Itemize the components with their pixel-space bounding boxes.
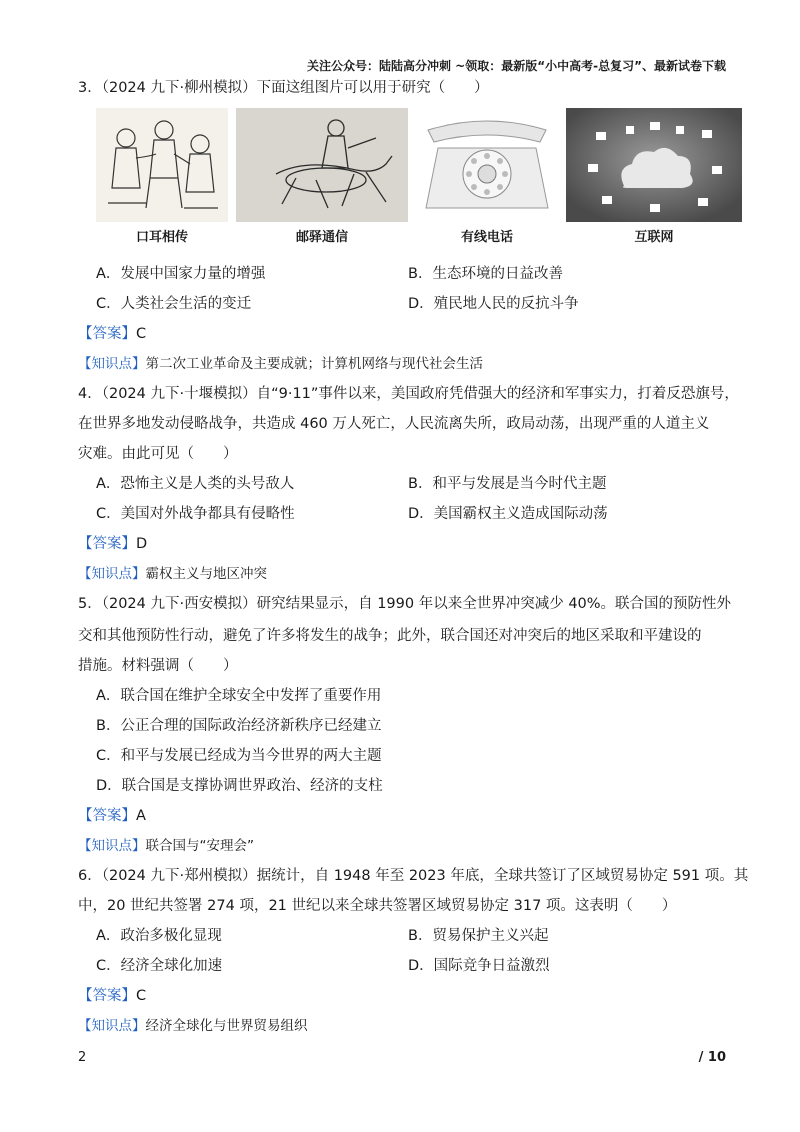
option-d: D．国际竞争日益激烈	[408, 958, 550, 974]
question-text: （2024 九下·西安模拟）研究结果显示，自 1990 年以来全世界冲突减少 40%。联合国的预防性外	[101, 596, 732, 612]
question-4-stem	[78, 384, 739, 404]
internet-cloud-illustration	[566, 108, 742, 222]
question-text: 交和其他预防性行动，避免了许多将发生的战争；此外，联合国还对冲突后的地区采取和平建设的	[78, 628, 702, 644]
question-text: 在世界多地发动侵略战争，共造成 460 万人死亡，人民流离失所，政局动荡，出现严重的人道主义	[78, 416, 710, 432]
question-text: 灾难。由此可见（ ）	[78, 446, 238, 462]
knowledge-label: 【知识点】	[78, 356, 146, 372]
question-number: 3．	[78, 80, 102, 96]
horse-courier-illustration	[236, 108, 408, 222]
knowledge-value: 霸权主义与地区冲突	[145, 566, 267, 582]
knowledge-value: 经济全球化与世界贸易组织	[145, 1018, 308, 1034]
knowledge-value: 联合国与“安理会”	[145, 838, 254, 854]
option-a: A．政治多极化显现	[96, 928, 222, 944]
answer-value: C	[136, 326, 147, 342]
image-caption: 有线电话	[460, 230, 513, 245]
option-b: B．生态环境的日益改善	[408, 266, 563, 282]
question-text: （2024 九下·郑州模拟）据统计，自 1948 年至 2023 年底，全球共签订了区域贸易协定 591 项。其	[101, 868, 749, 884]
answer-label: 【答案】	[78, 326, 136, 342]
answer-line	[78, 806, 146, 826]
answer-label: 【答案】	[78, 988, 136, 1004]
answer-value: A	[136, 808, 146, 824]
question-3-stem	[78, 78, 489, 98]
question-6-stem	[78, 866, 748, 886]
option-d: D．美国霸权主义造成国际动荡	[408, 506, 608, 522]
knowledge-label: 【知识点】	[78, 1018, 146, 1034]
page-number: 2	[78, 1050, 87, 1065]
knowledge-label: 【知识点】	[78, 566, 146, 582]
question-number: 5．	[78, 596, 102, 612]
knowledge-line	[78, 1016, 308, 1036]
answer-line	[78, 986, 146, 1006]
option-c: C．经济全球化加速	[96, 958, 223, 974]
question-number: 4．	[78, 386, 102, 402]
option-b: B．和平与发展是当今时代主题	[408, 476, 607, 492]
option-a: A．联合国在维护全球安全中发挥了重要作用	[96, 688, 382, 704]
knowledge-line	[78, 354, 483, 374]
image-caption: 口耳相传	[135, 230, 188, 245]
option-c: C．人类社会生活的变迁	[96, 296, 252, 312]
question-number: 6．	[78, 868, 102, 884]
answer-value: D	[136, 536, 148, 552]
people-talking-illustration	[96, 108, 228, 222]
image-caption: 互联网	[634, 230, 674, 245]
knowledge-line	[78, 564, 267, 584]
answer-line	[78, 534, 147, 554]
knowledge-line	[78, 836, 254, 856]
knowledge-label: 【知识点】	[78, 838, 146, 854]
option-c: C．美国对外战争都具有侵略性	[96, 506, 295, 522]
page-total: / 10	[698, 1050, 726, 1065]
question-5-stem	[78, 594, 731, 614]
answer-label: 【答案】	[78, 808, 136, 824]
option-a: A．恐怖主义是人类的头号敌人	[96, 476, 295, 492]
answer-line	[78, 324, 146, 344]
question-text: （2024 九下·十堰模拟）自“9·11”事件以来，美国政府凭借强大的经济和军事实力，打着反恐旗号，	[101, 386, 739, 402]
rotary-telephone-photo	[418, 108, 556, 222]
answer-label: 【答案】	[78, 536, 136, 552]
option-b: B．贸易保护主义兴起	[408, 928, 549, 944]
option-a: A．发展中国家力量的增强	[96, 266, 266, 282]
question-text: （2024 九下·柳州模拟）下面这组图片可以用于研究（ ）	[101, 80, 489, 96]
knowledge-value: 第二次工业革命及主要成就；计算机网络与现代社会生活	[145, 356, 483, 372]
question-text: 措施。材料强调（ ）	[78, 658, 238, 674]
option-c: C．和平与发展已经成为当今世界的两大主题	[96, 748, 382, 764]
question-text: 中，20 世纪共签署 274 项，21 世纪以来全球共签署区域贸易协定 317 项。这表明（ ）	[78, 898, 677, 914]
page-header: 关注公众号：陆陆高分冲刺 ~领取：最新版“小中高考-总复习”、最新试卷下载	[307, 59, 726, 73]
answer-value: C	[136, 988, 147, 1004]
option-b: B．公正合理的国际政治经济新秩序已经建立	[96, 718, 382, 734]
option-d: D．联合国是支撑协调世界政治、经济的支柱	[96, 778, 383, 794]
option-d: D．殖民地人民的反抗斗争	[408, 296, 579, 312]
image-caption: 邮驿通信	[295, 230, 348, 245]
